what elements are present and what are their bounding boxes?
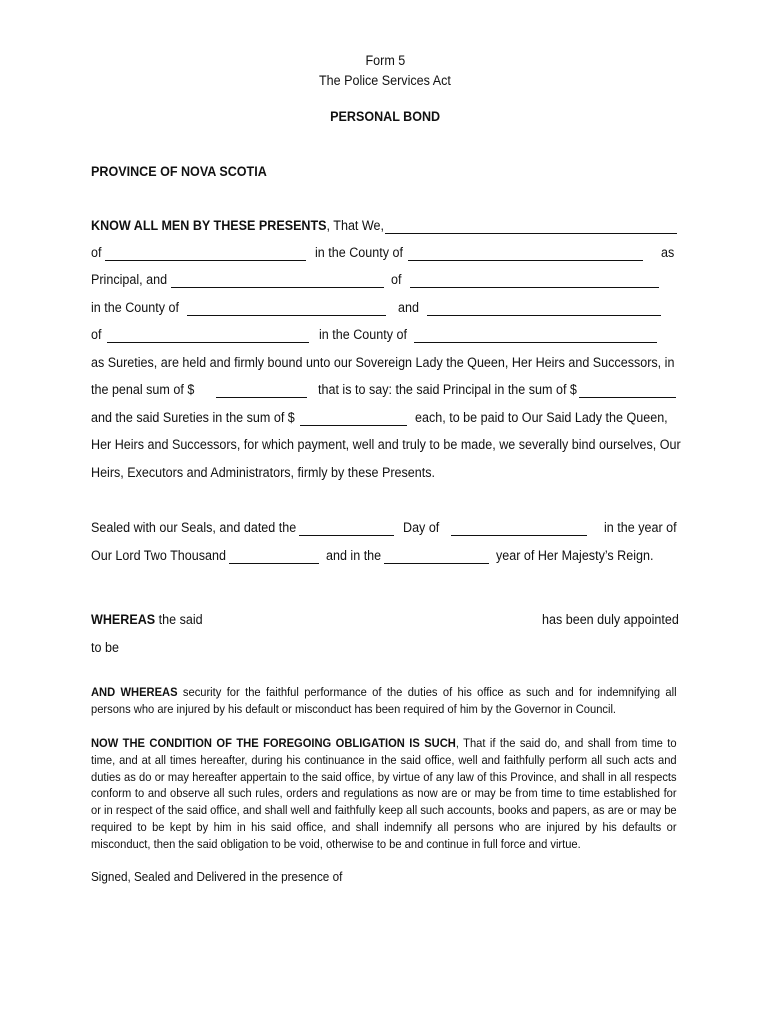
heirs-line: Her Heirs and Successors, for which payment, well and truly to be made, we severally bind ourselves, Our — [91, 437, 681, 452]
to-be-label: to be — [91, 640, 119, 655]
and-in-the-label: and in the — [326, 548, 382, 563]
surety-1-address-blank[interactable] — [410, 287, 659, 288]
principal-address-blank[interactable] — [105, 260, 306, 261]
whereas-bold: WHEREAS — [91, 612, 156, 627]
in-county-label-1: in the County of — [315, 245, 403, 260]
as-label: as — [661, 245, 675, 260]
form-title: PERSONAL BOND — [329, 109, 440, 124]
sealed-label: Sealed with our Seals, and dated the — [91, 520, 297, 535]
surety-1-name-blank[interactable] — [171, 287, 384, 288]
sureties-line: as Sureties, are held and firmly bound unto our Sovereign Lady the Queen, Her Heirs and Successors, in — [91, 355, 675, 370]
signed-sealed-line: Signed, Sealed and Delivered in the presence of — [91, 870, 343, 884]
of-label-1: of — [91, 245, 102, 260]
condition-paragraph — [91, 735, 677, 853]
and-whereas-bold: AND WHEREAS — [91, 685, 178, 699]
in-county-label-3: in the County of — [319, 327, 407, 342]
surety-2-name-blank[interactable] — [427, 315, 661, 316]
know-all-line — [91, 218, 384, 234]
in-county-label-2: in the County of — [91, 300, 179, 315]
reign-label: year of Her Majesty’s Reign. — [496, 548, 654, 563]
executors-line: Heirs, Executors and Administrators, firmly by these Presents. — [91, 465, 435, 480]
condition-text: , That if the said do, and shall from time to time, and at all times hereafter, during his continuance in the said office, well and faithfully perform all such acts and duties as do or may hereafter appertain to the said office, by virtue of any law of this Province, and shall in all respects conform to and observe all such rules, orders and regulations as now are or may be from time to time established for or in respect of the said office, and shall well and faithfully keep all such accounts, books and papers, as are or may be required to be kept by him in his said office, and shall indemnify all persons who are injured by his defaults or misconduct, then the said obligation to be void, otherwise to be and continue in full force and virtue. — [91, 736, 677, 851]
sealed-date-blank[interactable] — [299, 535, 394, 536]
surety-2-county-blank[interactable] — [414, 342, 657, 343]
condition-bold: NOW THE CONDITION OF THE FOREGOING OBLIGATION IS SUCH — [91, 736, 456, 750]
in-year-of-label: in the year of — [604, 520, 677, 535]
our-lord-label: Our Lord Two Thousand — [91, 548, 226, 563]
principal-sum-blank[interactable] — [579, 397, 676, 398]
of-label-3: of — [91, 327, 102, 342]
that-we: , That We, — [326, 218, 385, 233]
sureties-sum-label: and the said Sureties in the sum of $ — [91, 410, 295, 425]
surety-2-address-blank[interactable] — [107, 342, 309, 343]
form-number: Form 5 — [365, 53, 405, 68]
surety-1-county-blank[interactable] — [187, 315, 386, 316]
duly-appointed-label: has been duly appointed — [542, 612, 679, 627]
act-name: The Police Services Act — [319, 73, 451, 88]
principal-county-blank[interactable] — [408, 260, 643, 261]
year-blank[interactable] — [229, 563, 319, 564]
day-of-label: Day of — [403, 520, 440, 535]
and-whereas-text: security for the faithful performance of the duties of his office as such and for indemnifying all persons who are injured by his default or misconduct has been required of him by the Governor in Council. — [91, 685, 677, 716]
of-label-2: of — [391, 272, 402, 287]
sureties-sum-blank[interactable] — [300, 425, 407, 426]
principal-sum-label: that is to say: the said Principal in the sum of $ — [318, 382, 577, 397]
penal-sum-blank[interactable] — [216, 397, 307, 398]
reign-year-blank[interactable] — [384, 563, 489, 564]
principal-name-blank[interactable] — [385, 233, 677, 234]
penal-sum-label: the penal sum of $ — [91, 382, 195, 397]
principal-and-label: Principal, and — [91, 272, 168, 287]
each-paid-label: each, to be paid to Our Said Lady the Queen, — [415, 410, 668, 425]
and-label: and — [398, 300, 419, 315]
whereas-line — [91, 612, 203, 628]
month-blank[interactable] — [451, 535, 587, 536]
and-whereas-paragraph — [91, 684, 677, 718]
province-heading: PROVINCE OF NOVA SCOTIA — [91, 164, 267, 179]
know-all-bold: KNOW ALL MEN BY THESE PRESENTS — [91, 218, 327, 233]
the-said: the said — [155, 612, 203, 627]
